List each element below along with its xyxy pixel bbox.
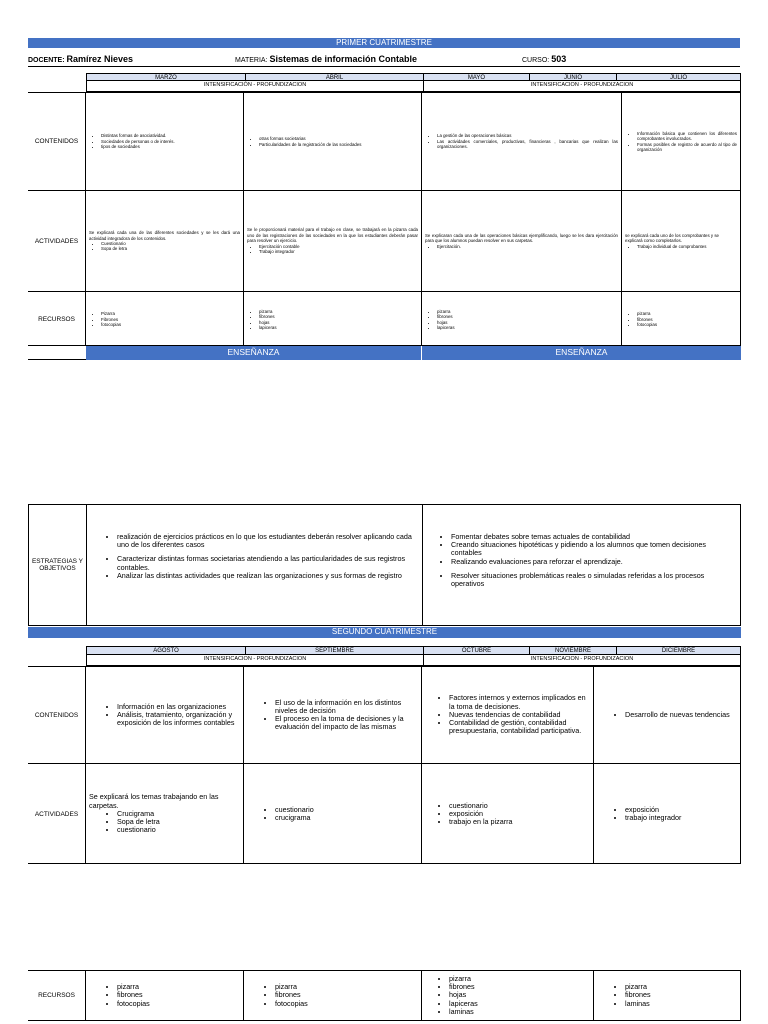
row-label-recursos: RECURSOS xyxy=(38,316,75,323)
list-item: • tipos de sociedades xyxy=(101,144,175,149)
contenidos-octubre xyxy=(422,667,593,763)
list-item: • fotocopias xyxy=(101,322,121,327)
list-item: • Sociedades de personas o de interés. xyxy=(101,139,175,144)
ensenanza-left-label: ENSEÑANZA xyxy=(227,347,280,357)
month-diciembre: DICIEMBRE xyxy=(616,647,740,654)
recursos-mayo xyxy=(422,292,621,347)
list-item: • trabajo integrador xyxy=(625,814,681,822)
list-item: • La gestión de las operaciones básicas xyxy=(437,133,618,138)
second-term-resources xyxy=(28,970,741,1021)
docente-field xyxy=(28,54,133,64)
list-item: • Ejercitación. xyxy=(437,244,618,249)
list-item: • fibrones xyxy=(117,991,150,999)
month-agosto: AGOSTO xyxy=(153,648,179,654)
list-item: • Factores internos y externos implicados en la toma de decisiones. xyxy=(449,694,590,710)
ensenanza-spacer xyxy=(28,346,86,360)
list-item: • fotocopias xyxy=(117,1000,150,1008)
actividades-diciembre xyxy=(594,764,740,864)
activity-intro: Se explicará cada una de las diferentes sociedades y se les dará una actividad integradora de los contenidos. xyxy=(89,230,240,241)
list-item: • realización de ejercicios prácticos en lo que los estudiantes deberán resolver aplicando cada uno de los diferentes casos xyxy=(117,533,416,549)
list-item: • fibrones xyxy=(437,314,455,319)
subheader-right: INTENSIFICACION - PROFUNDIZACION xyxy=(423,81,740,91)
row-label-actividades: ACTIVIDADES xyxy=(34,237,79,245)
contenidos-marzo xyxy=(86,93,243,190)
docente-value: Ramírez Nieves xyxy=(66,54,134,64)
actividades-agosto xyxy=(86,764,243,864)
recursos-diciembre xyxy=(594,971,740,1020)
list-item: • Fibrones xyxy=(101,317,121,322)
curso-value: 503 xyxy=(551,54,567,64)
month-junio: JUNIO xyxy=(529,74,616,80)
contenidos-abril xyxy=(244,93,421,190)
month-abril: ABRIL xyxy=(245,74,423,80)
list-item: • hojas xyxy=(437,320,455,325)
row-label-contenidos-2: CONTENIDOS xyxy=(34,711,79,719)
list-item: • exposición xyxy=(449,810,513,818)
list-item: • trabajo en la pizarra xyxy=(449,818,513,826)
list-item: • Las actividades comerciales, productivas, financieras , bancarias que realizan las organizaciones. xyxy=(437,139,618,150)
strategies-left xyxy=(87,533,422,580)
list-item: • fotocopias xyxy=(637,322,657,327)
list-item: • Fomentar debates sobre temas actuales de contabilidad xyxy=(451,533,734,541)
materia-field xyxy=(235,54,417,64)
list-item: • pizarra xyxy=(637,311,657,316)
subheader-left: INTENSIFICACIÓN - PROFUNDIZACION xyxy=(203,82,307,88)
contenidos-julio xyxy=(622,93,740,190)
curso-label: CURSO: xyxy=(522,57,550,64)
second-term-grid xyxy=(28,666,741,864)
first-term-grid xyxy=(28,92,741,346)
list-item: • cuestionario xyxy=(449,802,513,810)
list-item: • Ejercitación contable xyxy=(259,244,418,249)
strategies-table xyxy=(28,504,741,626)
strategies-right xyxy=(423,533,740,588)
second-term-subheader-row xyxy=(86,655,741,666)
first-term-title-bar xyxy=(28,38,740,48)
materia-label: MATERIA: xyxy=(235,57,268,64)
docente-label: DOCENTE: xyxy=(28,57,65,64)
list-item: • Analizar las distintas actividades que realizan las organizaciones y sus formas de registro xyxy=(117,572,416,580)
month-julio: JULIO xyxy=(616,74,740,80)
second-term-title: SEGUNDO CUATRIMESTRE xyxy=(331,627,438,636)
list-item: • Análisis, tratamiento, organización y exposición de los informes contables xyxy=(117,711,240,727)
list-item: • Contabilidad de gestión, contabilidad presupuestaria, contabilidad participativa. xyxy=(449,719,590,735)
list-item: • laminas xyxy=(625,1000,651,1008)
second-term-months-row xyxy=(86,646,741,655)
month-septiembre: SEPTIEMBRE xyxy=(245,647,423,654)
list-item: • cuestionario xyxy=(275,806,314,814)
month-marzo: MARZO xyxy=(155,75,177,81)
contenidos-septiembre xyxy=(244,667,421,763)
list-item: • fibrones xyxy=(637,317,657,322)
list-item: • Caracterizar distintas formas societarias atendiendo a las particularidades de sus registros contables. xyxy=(117,555,416,571)
list-item: • pizarra xyxy=(259,309,277,314)
actividades-mayo xyxy=(422,191,621,291)
list-item: • Desarrollo de nuevas tendencias xyxy=(625,711,730,719)
list-item: • Formas posibles de registro de acuerdo al tipo de organización xyxy=(637,142,737,153)
list-item: • Sopa de letra xyxy=(117,818,240,826)
subheader-right: INTENSIFICACION - PROFUNDIZACION xyxy=(423,655,740,665)
row-label-estrategias: ESTRATEGIAS Y OBJETIVOS xyxy=(31,558,84,572)
materia-value: Sistemas de información Contable xyxy=(269,54,418,64)
list-item: • laminas xyxy=(449,1008,478,1016)
contenidos-agosto xyxy=(86,667,243,763)
list-item: • fibrones xyxy=(275,991,308,999)
list-item: • Creando situaciones hipotéticas y pidiendo a los alumnos que tomen decisiones contables xyxy=(451,541,734,557)
first-term-months-row xyxy=(86,73,741,81)
actividades-abril xyxy=(244,191,421,291)
list-item: • hojas xyxy=(449,991,478,999)
list-item: • otras formas societarias xyxy=(259,136,362,141)
actividades-julio xyxy=(622,191,740,291)
recursos-septiembre xyxy=(244,971,421,1020)
recursos-marzo xyxy=(86,292,243,347)
ensenanza-left xyxy=(86,346,422,360)
row-label-recursos-2: RECURSOS xyxy=(38,992,75,999)
list-item: • pizarra xyxy=(625,983,651,991)
recursos-julio xyxy=(622,292,740,347)
list-item: • Cuestionario xyxy=(101,241,240,246)
actividades-septiembre xyxy=(244,764,421,864)
list-item: • pizarra xyxy=(437,309,455,314)
first-term-subheader-row xyxy=(86,81,741,92)
list-item: • fibrones xyxy=(625,991,651,999)
second-term-title-bar xyxy=(28,627,741,638)
list-item: • Distintas formas de asociatividad. xyxy=(101,133,175,138)
list-item: • Información en las organizaciones xyxy=(117,703,240,711)
list-item: • fibrones xyxy=(449,983,478,991)
list-item: • pizarra xyxy=(117,983,150,991)
ensenanza-right-label: ENSEÑANZA xyxy=(555,347,608,357)
contenidos-mayo xyxy=(422,93,621,190)
first-term-title: PRIMER CUATRIMESTRE xyxy=(336,38,432,47)
recursos-agosto xyxy=(86,971,243,1020)
list-item: • Trabajo individual de comprobantes xyxy=(637,244,737,249)
list-item: • exposición xyxy=(625,806,681,814)
list-item: • hojas xyxy=(259,320,277,325)
list-item: • lapiceras xyxy=(449,1000,478,1008)
list-item: • lapiceras xyxy=(259,325,277,330)
list-item: • Información básica que contienen los diferentes comprobantes involucrados. xyxy=(637,131,737,142)
month-noviembre: NOVIEMBRE xyxy=(529,647,616,654)
row-label-contenidos: CONTENIDOS xyxy=(34,138,79,145)
actividades-marzo xyxy=(86,191,243,291)
list-item: • Realizando evaluaciones para reforzar el aprendizaje. xyxy=(451,558,734,566)
list-item: • El proceso en la toma de decisiones y la evaluación del impacto de las mismas xyxy=(275,715,418,731)
list-item: • cuestionario xyxy=(117,826,240,834)
recursos-abril xyxy=(244,292,421,347)
list-item: • fibrones xyxy=(259,314,277,319)
list-item: • pizarra xyxy=(449,975,478,983)
ensenanza-right xyxy=(422,346,741,360)
activity-intro: Se explicará los temas trabajando en las carpetas. xyxy=(89,792,219,810)
list-item: • lapiceras xyxy=(437,325,455,330)
list-item: • Sopa de letra xyxy=(101,246,240,251)
recursos-octubre xyxy=(422,971,593,1020)
list-item: • Crucigrama xyxy=(117,810,240,818)
contenidos-diciembre xyxy=(594,667,740,763)
list-item: • Resolver situaciones problemáticas reales o simuladas referidas a los procesos operativos xyxy=(451,572,734,588)
list-item: • crucigrama xyxy=(275,814,314,822)
list-item: • Trabajo integrador xyxy=(259,249,418,254)
row-label-actividades-2: ACTIVIDADES xyxy=(34,810,79,818)
list-item: • Nuevas tendencias de contabilidad xyxy=(449,711,590,719)
list-item: • El uso de la información en los distintos niveles de decisión xyxy=(275,699,418,715)
list-item: • Particularidades de la registración de las sociedades xyxy=(259,142,362,147)
list-item: • fotocopias xyxy=(275,1000,308,1008)
activity-intro: Se le proporcionará material para el trabajo en clase, se trabajará en la pizarra cada uno de las registraciones de las sociedades en la que los estudiantes deberán pasar para resolver un ejercicio. xyxy=(247,227,418,244)
actividades-octubre xyxy=(422,764,593,864)
list-item: • pizarra xyxy=(275,983,308,991)
activity-intro: Se explicaran cada una de las operaciones básicas ejemplificando, luego se les dara ejercitación para que los alumnos puedan resolver en sus carpetas. xyxy=(425,232,618,244)
month-octubre: OCTUBRE xyxy=(423,647,529,654)
list-item: • Pizarra xyxy=(101,311,121,316)
header-divider xyxy=(28,66,740,67)
curso-field xyxy=(522,54,566,64)
activity-intro: se explicará cada uno de los comprobantes y se explicará como completarlos. xyxy=(625,232,719,244)
month-mayo: MAYO xyxy=(423,74,529,80)
subheader-left: INTENSIFICACION - PROFUNDIZACION xyxy=(203,656,307,662)
